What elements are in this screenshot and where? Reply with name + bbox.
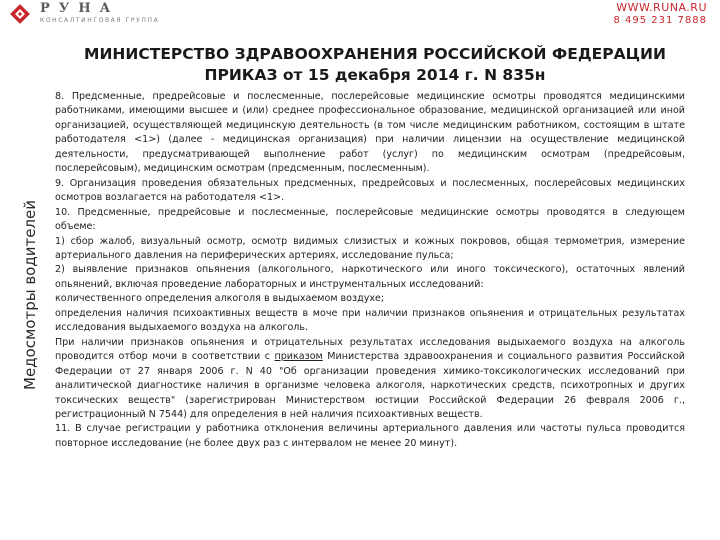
logo-title: РУНА [40,1,120,16]
paragraph-10: 10. Предсменные, предрейсовые и послесменные, послерейсовые медицинские осмотры проводятся в следующем объеме: [55,206,685,233]
ministry-name: МИНИСТЕРСТВО ЗДРАВООХРАНЕНИЯ РОССИЙСКОЙ ФЕДЕРАЦИИ [84,45,666,63]
paragraph-10-item-3-text-start: При наличии признаков опьянения и отрицательных результатах исследования выдыхаемого воздуха на алкоголь проводится отбор мочи в соответствии с [55,336,685,363]
logo-subtitle: КОНСАЛТИНГОВАЯ ГРУППА [40,17,160,24]
paragraph-10-item-2a: количественного определения алкоголя в выдыхаемом воздухе; [55,293,385,305]
site-phone: 8 495 231 7888 [613,15,707,26]
paragraph-10-item-3 [55,336,685,423]
paragraph-10-item-1: 1) сбор жалоб, визуальный осмотр, осмотр видимых слизистых и кожных покровов, общая термометрия, измерение артериального давления на периферических артериях, исследование пульса; [55,235,685,261]
paragraph-10-item-2: 2) выявление признаков опьянения (алкогольного, наркотического или иного токсического), остаточных явлений опьянений, включая проведение лабораторных и инструментальных исследований: [55,264,685,290]
order-title: ПРИКАЗ от 15 декабря 2014 г. N 835н [204,66,546,84]
runa-logo-icon [9,3,31,25]
site-contacts [613,1,707,26]
document-body [55,90,685,451]
vertical-side-title: Медосмотры водителей [21,200,39,390]
paragraph-9: 9. Организация проведения обязательных предсменных, предрейсовых и послесменных, послерейсовых медицинских осмотров возлагается на работодателя <1>. [55,177,685,204]
site-url[interactable]: WWW.RUNA.RU [616,1,707,14]
page-header [0,0,720,32]
paragraph-11: 11. В случае регистрации у работника отклонения величины артериального давления или частоты пульса проводится повторное исследование (не более двух раз с интервалом не менее 20 минут). [55,423,685,449]
paragraph-8: 8. Предсменные, предрейсовые и послесменные, послерейсовые медицинские осмотры проводятся медицинскими работниками, имеющими высшее и (или) среднее профессиональное образование, медицинской организацией или иной организацией, осуществляющей медицинскую деятельность (в том числе медицинским работником, состоящим в штате работодателя <1>) (далее - медицинская организация) при наличии лицензии на осуществление медицинской деятельности, предусматривающей выполнение работ (услуг) по медицинским осмотрам (предрейсовым, послерейсовым), медицинским осмотрам (предсменным, послесменным). [55,91,685,175]
paragraph-10-item-3-text-end: Министерства здравоохранения и социального развития Российской Федерации от 27 января 2006 г. N 40 "Об организации проведения химико-токсикологических исследований при аналитической диагностике наличия в организме человека алкоголя, наркотических средств, психотропных и других токсических веществ" (зарегистрирован Министерством юстиции Российской Федерации 26 февраля 2006 г., регистрационный N 7544) для определения в ней наличия психоактивных веществ. [55,351,686,420]
order-link[interactable]: приказом [274,351,323,363]
document-heading [55,44,695,86]
paragraph-10-item-2b: определения наличия психоактивных веществ в моче при наличии признаков опьянения и отрицательных результатах исследования выдыхаемого воздуха на алкоголь. [55,307,685,334]
